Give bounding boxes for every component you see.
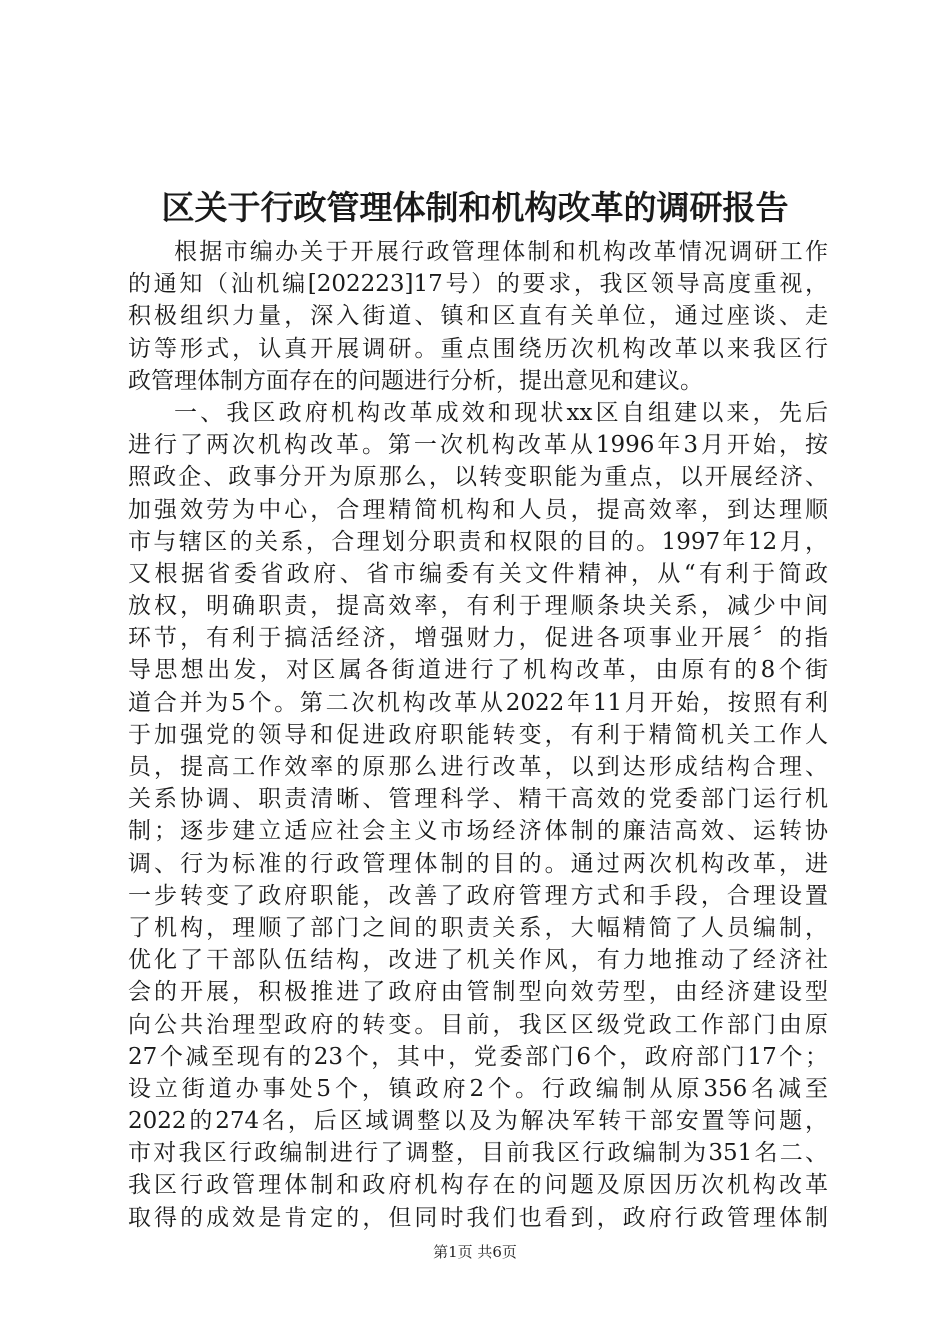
document-title: 区关于行政管理体制和机构改革的调研报告 bbox=[161, 188, 789, 227]
text-line: 一、我区政府机构改革成效和现状xx区自组建以来，先后 bbox=[174, 399, 828, 426]
text-line: 道合并为5个。第二次机构改革从2022年11月开始，按照有利 bbox=[128, 689, 828, 716]
text-line: 设立街道办事处5个，镇政府2个。行政编制从原356名减至 bbox=[128, 1075, 828, 1102]
text-line: 27个减至现有的23个，其中，党委部门6个，政府部门17个； bbox=[128, 1043, 828, 1070]
text-line: 于加强党的领导和促进政府职能转变，有利于精简机关工作人 bbox=[128, 721, 828, 748]
text-line: 市与辖区的关系，合理划分职责和权限的目的。1997年12月， bbox=[128, 528, 828, 555]
text-line: 的通知（汕机编[202223]17号）的要求，我区领导高度重视， bbox=[128, 271, 828, 298]
text-line: 员，提高工作效率的原那么进行改革，以到达形成结构合理、 bbox=[128, 754, 828, 780]
text-line: 积极组织力量，深入街道、镇和区直有关单位，通过座谈、走 bbox=[128, 303, 828, 330]
text-line: 关系协调、职责清晰、管理科学、精干高效的党委部门运行机 bbox=[128, 786, 828, 813]
text-line: 市对我区行政编制进行了调整，目前我区行政编制为351名二、 bbox=[128, 1140, 828, 1167]
text-line: 向公共治理型政府的转变。目前，我区区级党政工作部门由原 bbox=[128, 1011, 828, 1038]
text-line: 我区行政管理体制和政府机构存在的问题及原因历次机构改革 bbox=[128, 1172, 828, 1199]
text-line: 根据市编办关于开展行政管理体制和机构改革情况调研工作 bbox=[174, 239, 828, 265]
text-line: 一步转变了政府职能，改善了政府管理方式和手段，合理设置 bbox=[128, 882, 828, 909]
page-number: 第1页 共6页 bbox=[433, 1243, 517, 1261]
text-line: 了机构，理顺了部门之间的职责关系，大幅精简了人员编制， bbox=[128, 914, 828, 941]
document-body bbox=[128, 236, 828, 1234]
text-line: 会的开展，积极推进了政府由管制型向效劳型，由经济建设型 bbox=[128, 979, 828, 1006]
text-line: 政管理体制方面存在的问题进行分析，提出意见和建议。 bbox=[128, 367, 703, 394]
text-line: 取得的成效是肯定的，但同时我们也看到，政府行政管理体制 bbox=[128, 1204, 828, 1231]
text-line: 照政企、政事分开为原那么，以转变职能为重点，以开展经济、 bbox=[128, 464, 828, 491]
text-line: 又根据省委省政府、省市编委有关文件精神，从“有利于简政 bbox=[128, 560, 828, 587]
text-line: 放权，明确职责，提高效率，有利于理顺条块关系，减少中间 bbox=[128, 593, 828, 620]
text-line: 优化了干部队伍结构，改进了机关作风，有力地推动了经济社 bbox=[128, 947, 828, 974]
text-line: 2022的274名，后区域调整以及为解决军转干部安置等问题， bbox=[128, 1108, 828, 1135]
text-line: 调、行为标准的行政管理体制的目的。通过两次机构改革，进 bbox=[128, 850, 828, 877]
text-line: 进行了两次机构改革。第一次机构改革从1996年3月开始，按 bbox=[128, 432, 828, 459]
text-line: 环节，有利于搞活经济，增强财力，促进各项事业开展〞的指 bbox=[128, 625, 828, 652]
text-line: 访等形式，认真开展调研。重点围绕历次机构改革以来我区行 bbox=[128, 335, 828, 362]
text-line: 制；逐步建立适应社会主义市场经济体制的廉洁高效、运转协 bbox=[128, 818, 828, 845]
text-line: 加强效劳为中心，合理精简机构和人员，提高效率，到达理顺 bbox=[128, 496, 828, 523]
text-line: 导思想出发，对区属各街道进行了机构改革，由原有的8个街 bbox=[128, 657, 828, 684]
